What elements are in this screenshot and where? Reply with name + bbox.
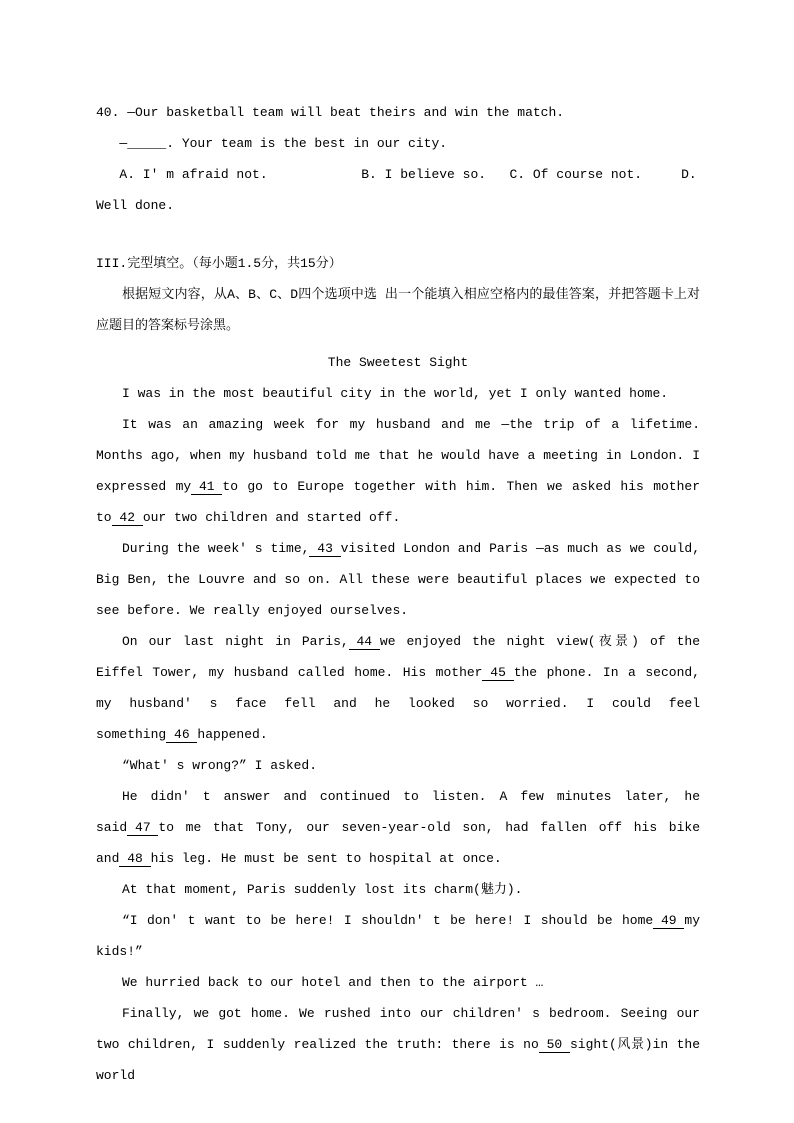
cloze-blank: 44 [349,634,380,650]
passage-paragraph-8: “I don' t want to be here! I shouldn' t be here! I should be home 49 my kids!” [96,913,700,959]
passage-paragraph-5: “What' s wrong?” I asked. [122,758,318,773]
passage-title: The Sweetest Sight [327,355,469,370]
passage-paragraph-1: I was in the most beautiful city in the world, yet I only wanted home. [122,386,669,401]
cloze-blank: 41 [191,479,222,495]
passage-paragraph-3: During the week' s time, 43 visited London and Paris ―as much as we could, Big Ben, the Louvre and so on. All these were beautiful places we expected to see before. We really enjoyed ourselves. [96,541,700,618]
cloze-blank: 46 [166,727,197,743]
question-40 [96,97,700,221]
passage-paragraph-6: He didn' t answer and continued to listen. A few minutes later, he said 47 to me that Tony, our seven-year-old son, had fallen off his bike and 48 his leg. He must be sent to hospital at once. [96,789,700,866]
cloze-blank: 48 [119,851,150,867]
section-heading: III.完型填空。（每小题1.5分，共15分） [96,256,342,271]
cloze-blank: 43 [309,541,340,557]
section-instructions: 根据短文内容，从A、B、C、D四个选项中选 出一个能填入相应空格内的最佳答案，并把答题卡上对应题目的答案标号涂黑。 [96,287,700,333]
passage-paragraph-10: Finally, we got home. We rushed into our children' s bedroom. Seeing our two children, I suddenly realized the truth: there is no 50 sight(风景)in the world [96,1006,701,1083]
question-40-options-line: A. I' m afraid not. B. I believe so. C. Of course not. D. [96,167,697,182]
passage-paragraph-7: At that moment, Paris suddenly lost its charm(魅力). [122,882,523,897]
question-40-options-continuation: Well done. [96,198,175,213]
passage-paragraph-9: We hurried back to our hotel and then to the airport … [122,975,544,990]
cloze-blank: 49 [653,913,684,929]
cloze-blank: 47 [127,820,158,836]
cloze-blank: 42 [112,510,143,526]
passage-paragraph-2: It was an amazing week for my husband and me ―the trip of a lifetime. Months ago, when my husband told me that he would have a meeting in London. I expressed my 41 to go to Europe together with him. Then we asked his mother to 42 our two children and started off. [96,417,700,525]
cloze-blank: 50 [539,1037,570,1053]
passage-paragraph-4: On our last night in Paris, 44 we enjoyed the night view(夜景) of the Eiffel Tower, my husband called home. His mother 45 the phone. In a second, my husband' s face fell and he looked so worried. I could feel something 46 happened. [96,634,701,742]
question-40-stem-line-1: 40. ―Our basketball team will beat theirs and win the match. [96,105,565,120]
cloze-blank: 45 [482,665,513,681]
section-cloze [96,248,700,1091]
question-40-stem-line-2: ―_____. Your team is the best in our city. [96,136,448,151]
